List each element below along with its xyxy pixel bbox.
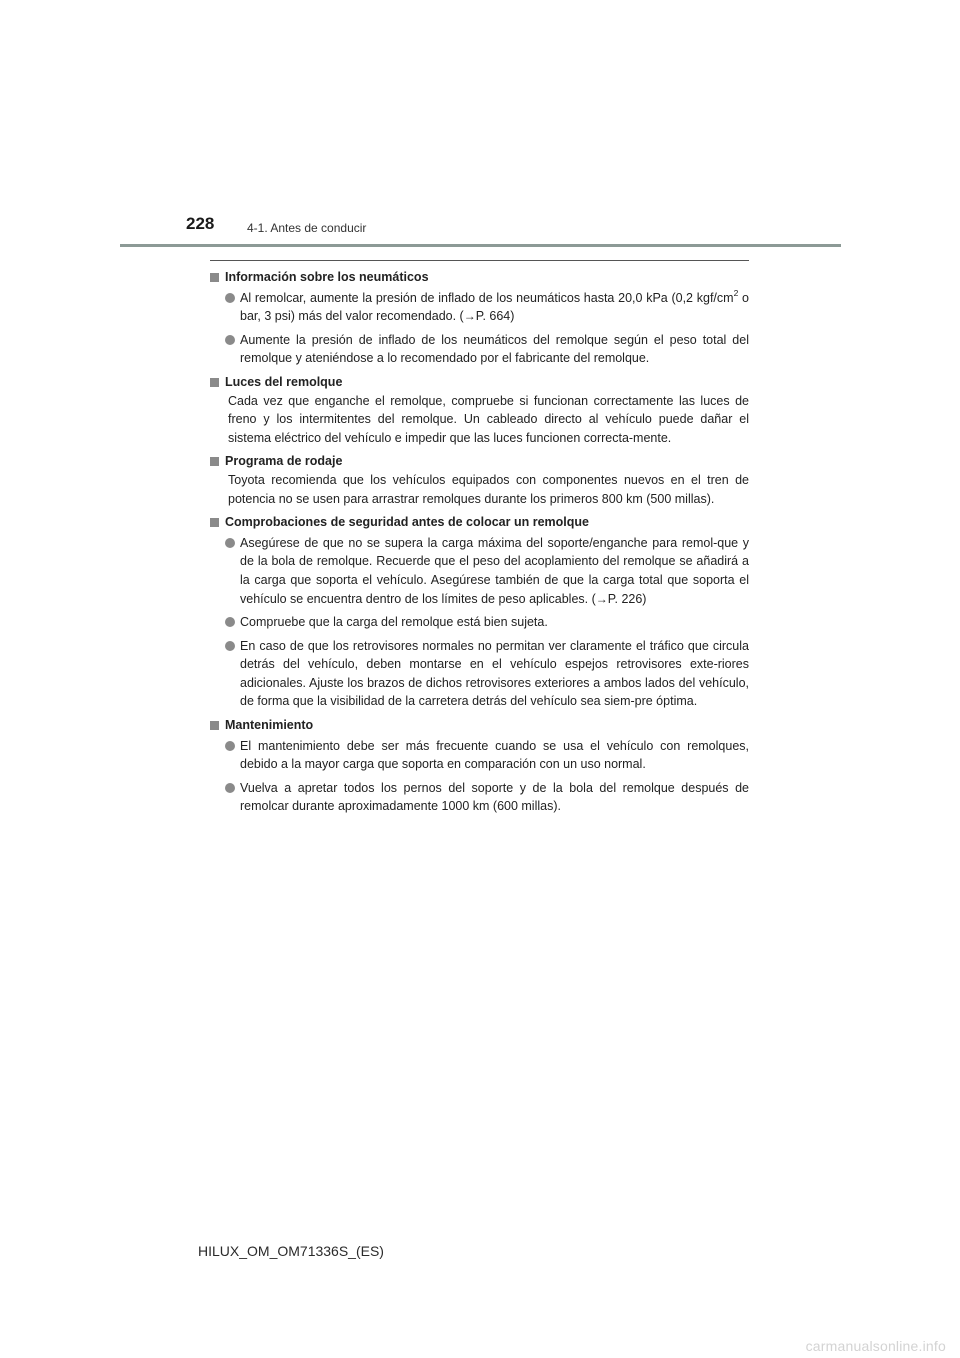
page-number: 228 xyxy=(186,214,215,233)
section-heading xyxy=(210,716,749,735)
bullet-text-part: o bar, 3 psi) más del valor recomendado. ( xyxy=(240,290,749,324)
round-bullet-icon xyxy=(225,741,235,751)
footer-code: HILUX_OM_OM71336S_(ES) xyxy=(198,1243,384,1259)
section-safety-checks xyxy=(210,513,749,711)
round-bullet-icon xyxy=(225,293,235,303)
section-heading xyxy=(210,373,749,392)
section-heading-text: Luces del remolque xyxy=(225,374,343,389)
round-bullet-icon xyxy=(225,617,235,627)
section-maintenance xyxy=(210,716,749,816)
round-bullet-icon xyxy=(225,783,235,793)
square-bullet-icon xyxy=(210,721,219,730)
bullet-text-part: Al remolcar, aumente la presión de inflado de los neumáticos hasta 20,0 kPa (0,2 kgf/cm xyxy=(240,290,734,305)
section-heading xyxy=(210,268,749,287)
bullet-text xyxy=(240,289,749,326)
section-heading-text: Mantenimiento xyxy=(225,718,314,733)
bullet-text xyxy=(240,534,749,608)
section-title: 4-1. Antes de conducir xyxy=(247,221,367,235)
square-bullet-icon xyxy=(210,378,219,387)
section-body: Toyota recomienda que los vehículos equipados con componentes nuevos en el tren de potencia no se usen para arrastrar remolques durante los primeros 800 km (500 millas). xyxy=(228,472,749,506)
bullet-item xyxy=(210,289,749,326)
watermark: carmanualsonline.info xyxy=(805,1338,946,1354)
bullet-item xyxy=(210,637,749,711)
bullet-item xyxy=(210,779,749,816)
square-bullet-icon xyxy=(210,518,219,527)
bullet-item xyxy=(210,331,749,368)
round-bullet-icon xyxy=(225,641,235,651)
bullet-text-part: Asegúrese de que no se supera la carga máxima del soporte/enganche para remol-que y de la bola de remolque. Recuerde que el peso del acoplamiento del remolque se añadirá a la carga que soporta el vehículo. Asegúrese también de que la carga total que soporta el vehículo se encuentra dentro de los límites de peso aplicables. ( xyxy=(240,535,749,606)
square-bullet-icon xyxy=(210,457,219,466)
reference-arrow-icon: → xyxy=(463,309,476,324)
content-rule xyxy=(210,260,749,261)
header-rule xyxy=(120,244,841,247)
section-heading-text: Comprobaciones de seguridad antes de colocar un remolque xyxy=(225,515,589,530)
page-reference: P. 664) xyxy=(475,309,515,324)
round-bullet-icon xyxy=(225,538,235,548)
section-body: Cada vez que enganche el remolque, compruebe si funcionan correctamente las luces de freno y los intermitentes del remolque. Un cableado directo al vehículo puede dañar el sistema eléctrico del vehículo e impedir que las luces funcionen correcta-mente. xyxy=(228,393,749,445)
round-bullet-icon xyxy=(225,335,235,345)
bullet-item xyxy=(210,737,749,774)
section-trailer-lights xyxy=(210,373,749,447)
section-tires xyxy=(210,268,749,368)
superscript: 2 xyxy=(733,287,739,298)
bullet-text: Compruebe que la carga del remolque está bien sujeta. xyxy=(240,615,548,630)
section-heading xyxy=(210,513,749,532)
bullet-text: Vuelva a apretar todos los pernos del soporte y de la bola del remolque después de remolcar durante aproximadamente 1000 km (600 millas). xyxy=(240,780,749,814)
bullet-item xyxy=(210,534,749,608)
bullet-text: En caso de que los retrovisores normales no permitan ver claramente el tráfico que circula detrás del vehículo, deben montarse en el vehículo espejos retrovisores exte-riores adicionales. Ajuste los brazos de dichos retrovisores exteriores a ambos lados del vehículo, de forma que la visibilidad de la carretera detrás del vehículo sea siem-pre óptima. xyxy=(240,638,749,709)
bullet-text: El mantenimiento debe ser más frecuente cuando se usa el vehículo con remolques, debido a la mayor carga que soporta en comparación con un uso normal. xyxy=(240,738,749,772)
content xyxy=(210,268,749,821)
section-heading xyxy=(210,452,749,471)
section-break-in xyxy=(210,452,749,508)
section-heading-text: Información sobre los neumáticos xyxy=(225,270,429,284)
bullet-item xyxy=(210,613,749,632)
page-reference: P. 226) xyxy=(607,591,647,606)
square-bullet-icon xyxy=(210,273,219,282)
section-heading-text: Programa de rodaje xyxy=(225,454,343,469)
bullet-text: Aumente la presión de inflado de los neumáticos del remolque según el peso total del remolque y ateniéndose a lo recomendado por el fabricante del remolque. xyxy=(240,332,749,366)
reference-arrow-icon: → xyxy=(595,591,608,606)
